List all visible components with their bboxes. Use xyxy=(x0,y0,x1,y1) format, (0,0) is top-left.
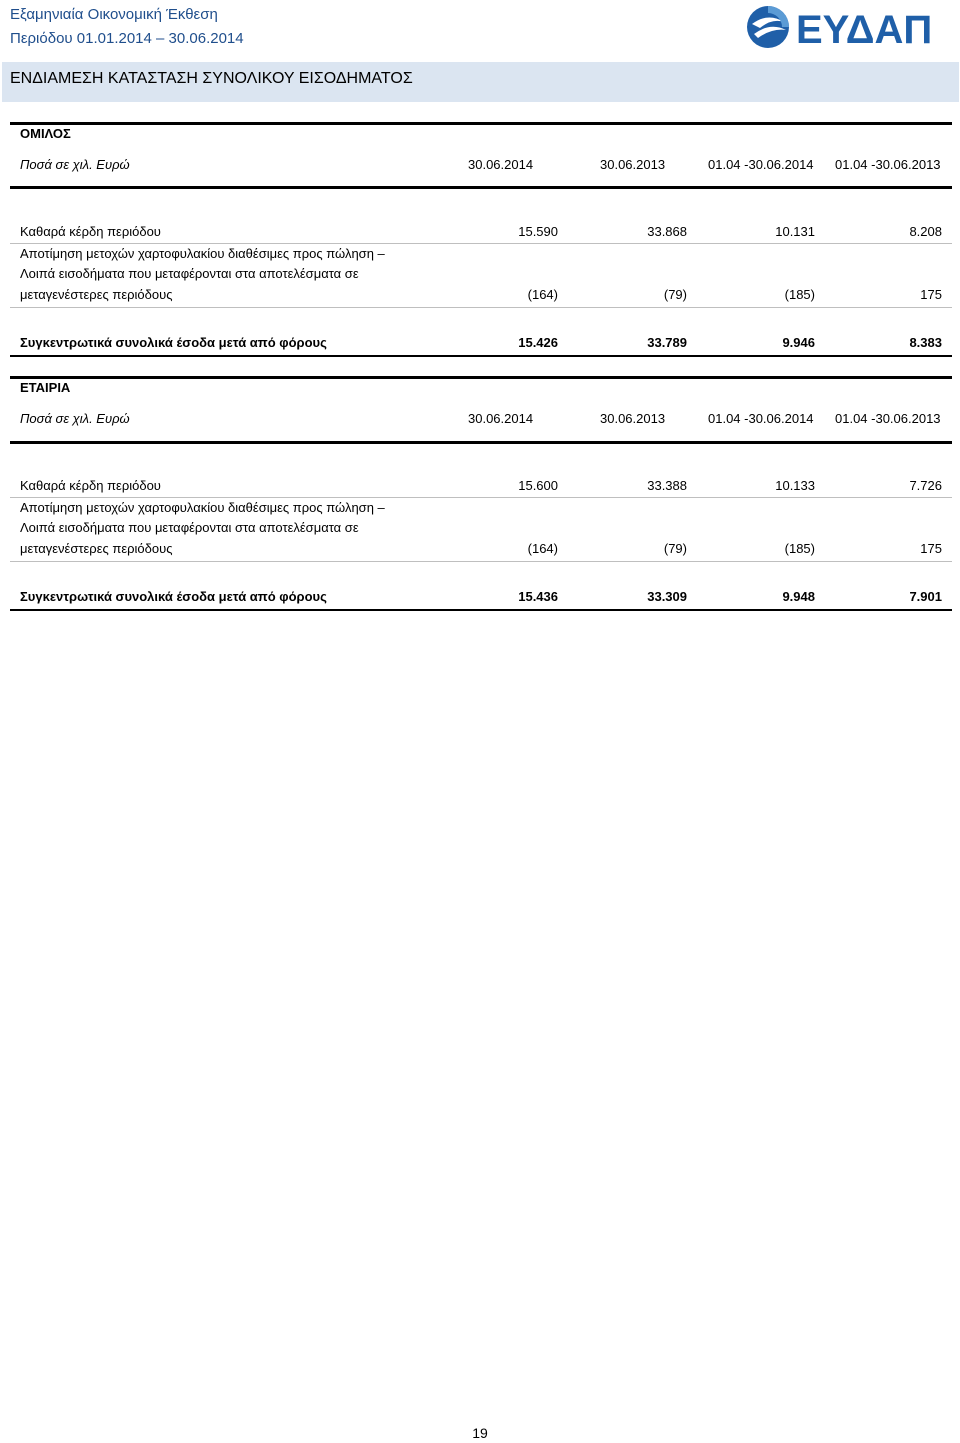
col-header: 01.04 -30.06.2013 xyxy=(835,157,941,172)
cell: 33.868 xyxy=(647,224,687,239)
cell: (185) xyxy=(784,541,815,556)
cell: (79) xyxy=(663,541,687,556)
cell: 9.946 xyxy=(782,335,815,350)
statement-title: ΕΝΔΙΑΜΕΣΗ ΚΑΤΑΣΤΑΣΗ ΣΥΝΟΛΙΚΟΥ ΕΙΣΟΔΗΜΑΤΟΣ xyxy=(10,70,413,87)
unit-label: Ποσά σε χιλ. Ευρώ xyxy=(20,411,130,426)
table-row-label-line: Λοιπά εισοδήματα που μεταφέρονται στα αποτελέσματα σε xyxy=(20,520,359,535)
report-title: Εξαμηνιαία Οικονομική Έκθεση xyxy=(10,6,218,23)
rule xyxy=(10,355,952,357)
rule xyxy=(10,441,952,444)
row-label: μεταγενέστερες περιόδους xyxy=(20,287,173,302)
rule xyxy=(10,609,952,611)
cell: 9.948 xyxy=(782,589,815,604)
cell: 8.208 xyxy=(909,224,942,239)
cell: 15.426 xyxy=(518,335,558,350)
group-header-row xyxy=(20,155,942,175)
cell: (79) xyxy=(663,287,687,302)
table-row xyxy=(20,222,942,242)
table-row xyxy=(20,285,942,305)
row-label: Καθαρά κέρδη περιόδου xyxy=(20,478,161,493)
company-header-row xyxy=(20,409,942,429)
cell: 33.789 xyxy=(647,335,687,350)
cell: 10.131 xyxy=(775,224,815,239)
total-row xyxy=(20,333,942,353)
cell: (164) xyxy=(527,287,558,302)
col-header: 01.04 -30.06.2014 xyxy=(708,411,814,426)
table-row-label-line: Λοιπά εισοδήματα που μεταφέρονται στα αποτελέσματα σε xyxy=(20,266,359,281)
col-header: 01.04 -30.06.2014 xyxy=(708,157,814,172)
col-header: 30.06.2014 xyxy=(468,157,534,172)
cell: 15.590 xyxy=(518,224,558,239)
eydap-logo xyxy=(746,4,938,50)
cell: 33.388 xyxy=(647,478,687,493)
table-row-label-line: Αποτίμηση μετοχών χαρτοφυλακίου διαθέσιμες προς πώληση – xyxy=(20,246,385,261)
row-label: μεταγενέστερες περιόδους xyxy=(20,541,173,556)
cell: 175 xyxy=(920,287,942,302)
cell: 8.383 xyxy=(909,335,942,350)
page-number: 19 xyxy=(472,1425,488,1441)
table-row-label-line: Αποτίμηση μετοχών χαρτοφυλακίου διαθέσιμες προς πώληση – xyxy=(20,500,385,515)
total-label: Συγκεντρωτικά συνολικά έσοδα μετά από φόρους xyxy=(20,335,327,350)
cell: (185) xyxy=(784,287,815,302)
rule xyxy=(10,307,952,308)
logo-text: ΕΥΔΑΠ xyxy=(796,8,933,50)
cell: 15.436 xyxy=(518,589,558,604)
cell: 7.901 xyxy=(909,589,942,604)
cell: 10.133 xyxy=(775,478,815,493)
table-row xyxy=(20,476,942,496)
cell: 7.726 xyxy=(909,478,942,493)
col-header: 30.06.2013 xyxy=(600,411,666,426)
rule xyxy=(10,122,952,125)
cell: 33.309 xyxy=(647,589,687,604)
table-row xyxy=(20,539,942,559)
col-header: 01.04 -30.06.2013 xyxy=(835,411,941,426)
rule xyxy=(10,561,952,562)
total-row xyxy=(20,587,942,607)
row-label: Καθαρά κέρδη περιόδου xyxy=(20,224,161,239)
company-section-label: ΕΤΑΙΡΙΑ xyxy=(20,380,71,395)
report-period: Περιόδου 01.01.2014 – 30.06.2014 xyxy=(10,30,244,47)
col-header: 30.06.2014 xyxy=(468,411,534,426)
unit-label: Ποσά σε χιλ. Ευρώ xyxy=(20,157,130,172)
col-header: 30.06.2013 xyxy=(600,157,666,172)
cell: (164) xyxy=(527,541,558,556)
total-label: Συγκεντρωτικά συνολικά έσοδα μετά από φόρους xyxy=(20,589,327,604)
rule xyxy=(10,186,952,189)
rule xyxy=(10,376,952,379)
cell: 175 xyxy=(920,541,942,556)
group-section-label: ΟΜΙΛΟΣ xyxy=(20,126,71,141)
cell: 15.600 xyxy=(518,478,558,493)
